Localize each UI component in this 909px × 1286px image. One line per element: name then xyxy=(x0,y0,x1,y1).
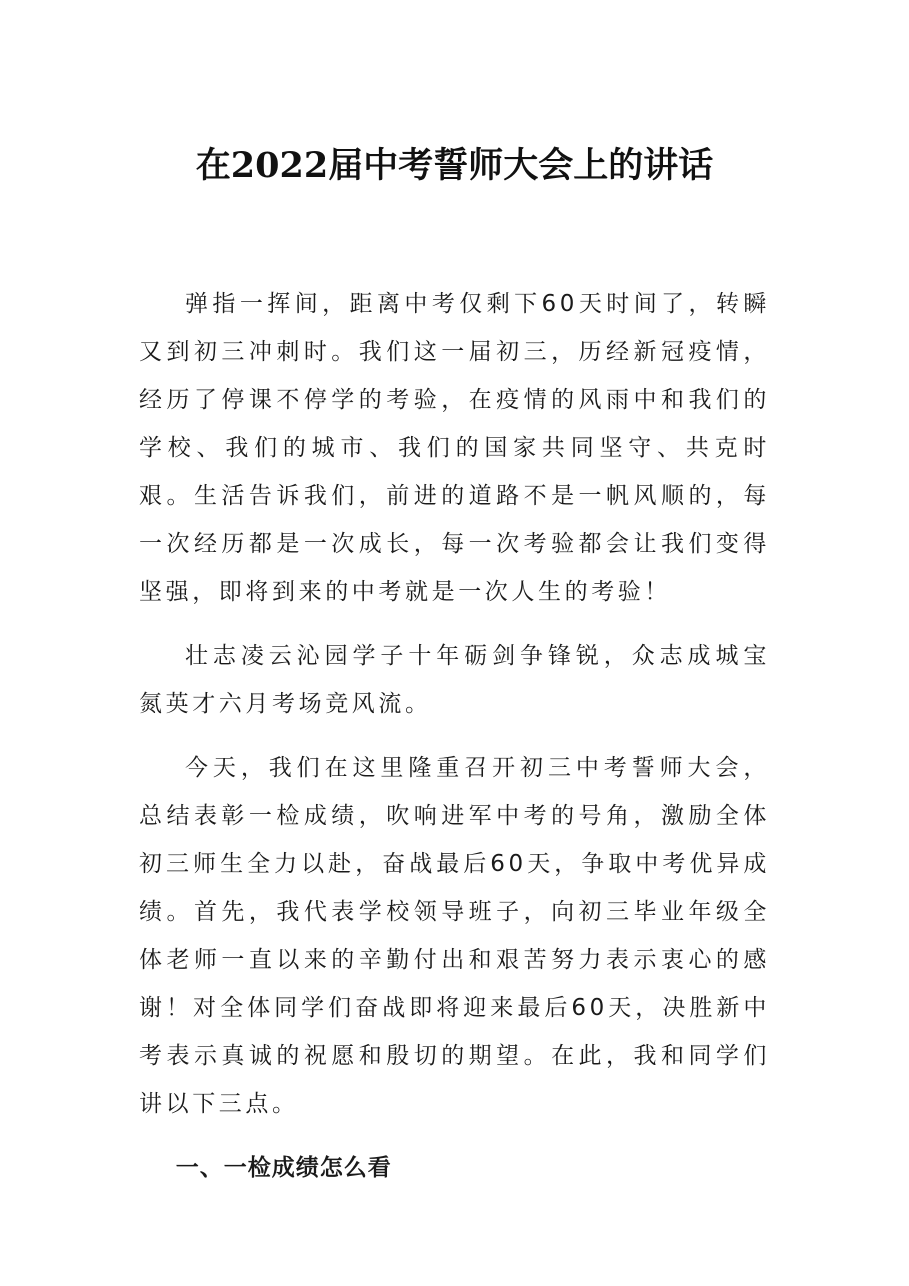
document-body xyxy=(139,280,770,1192)
section-heading: 一、一检成绩怎么看 xyxy=(175,1155,392,1181)
document-title: 在2022届中考誓师大会上的讲话 xyxy=(195,145,714,186)
paragraph-countdown: 弹指一挥间，距离中考仅剩下60天时间了，转瞬又到初三冲刺时。我们这一届初三，历经新冠疫情，经历了停课不停学的考验，在疫情的风雨中和我们的学校、我们的城市、我们的国家共同坚守、共克时艰。生活告诉我们，前进的道路不是一帆风顺的，每一次经历都是一次成长，每一次考验都会让我们变得坚强，即将到来的中考就是一次人生的考验！ xyxy=(139,291,770,605)
paragraph-couplet: 壮志凌云沁园学子十年砺剑争锋锐，众志成城宝氮英才六月考场竞风流。 xyxy=(139,643,770,717)
paragraph-meeting: 今天，我们在这里隆重召开初三中考誓师大会，总结表彰一检成绩，吹响进军中考的号角，激励全体初三师生全力以赴，奋战最后60天，争取中考优异成绩。首先，我代表学校领导班子，向初三毕业年级全体老师一直以来的辛勤付出和艰苦努力表示衷心的感谢！对全体同学们奋战即将迎来最后60天，决胜新中考表示真诚的祝愿和殷切的期望。在此，我和同学们讲以下三点。 xyxy=(139,755,770,1117)
